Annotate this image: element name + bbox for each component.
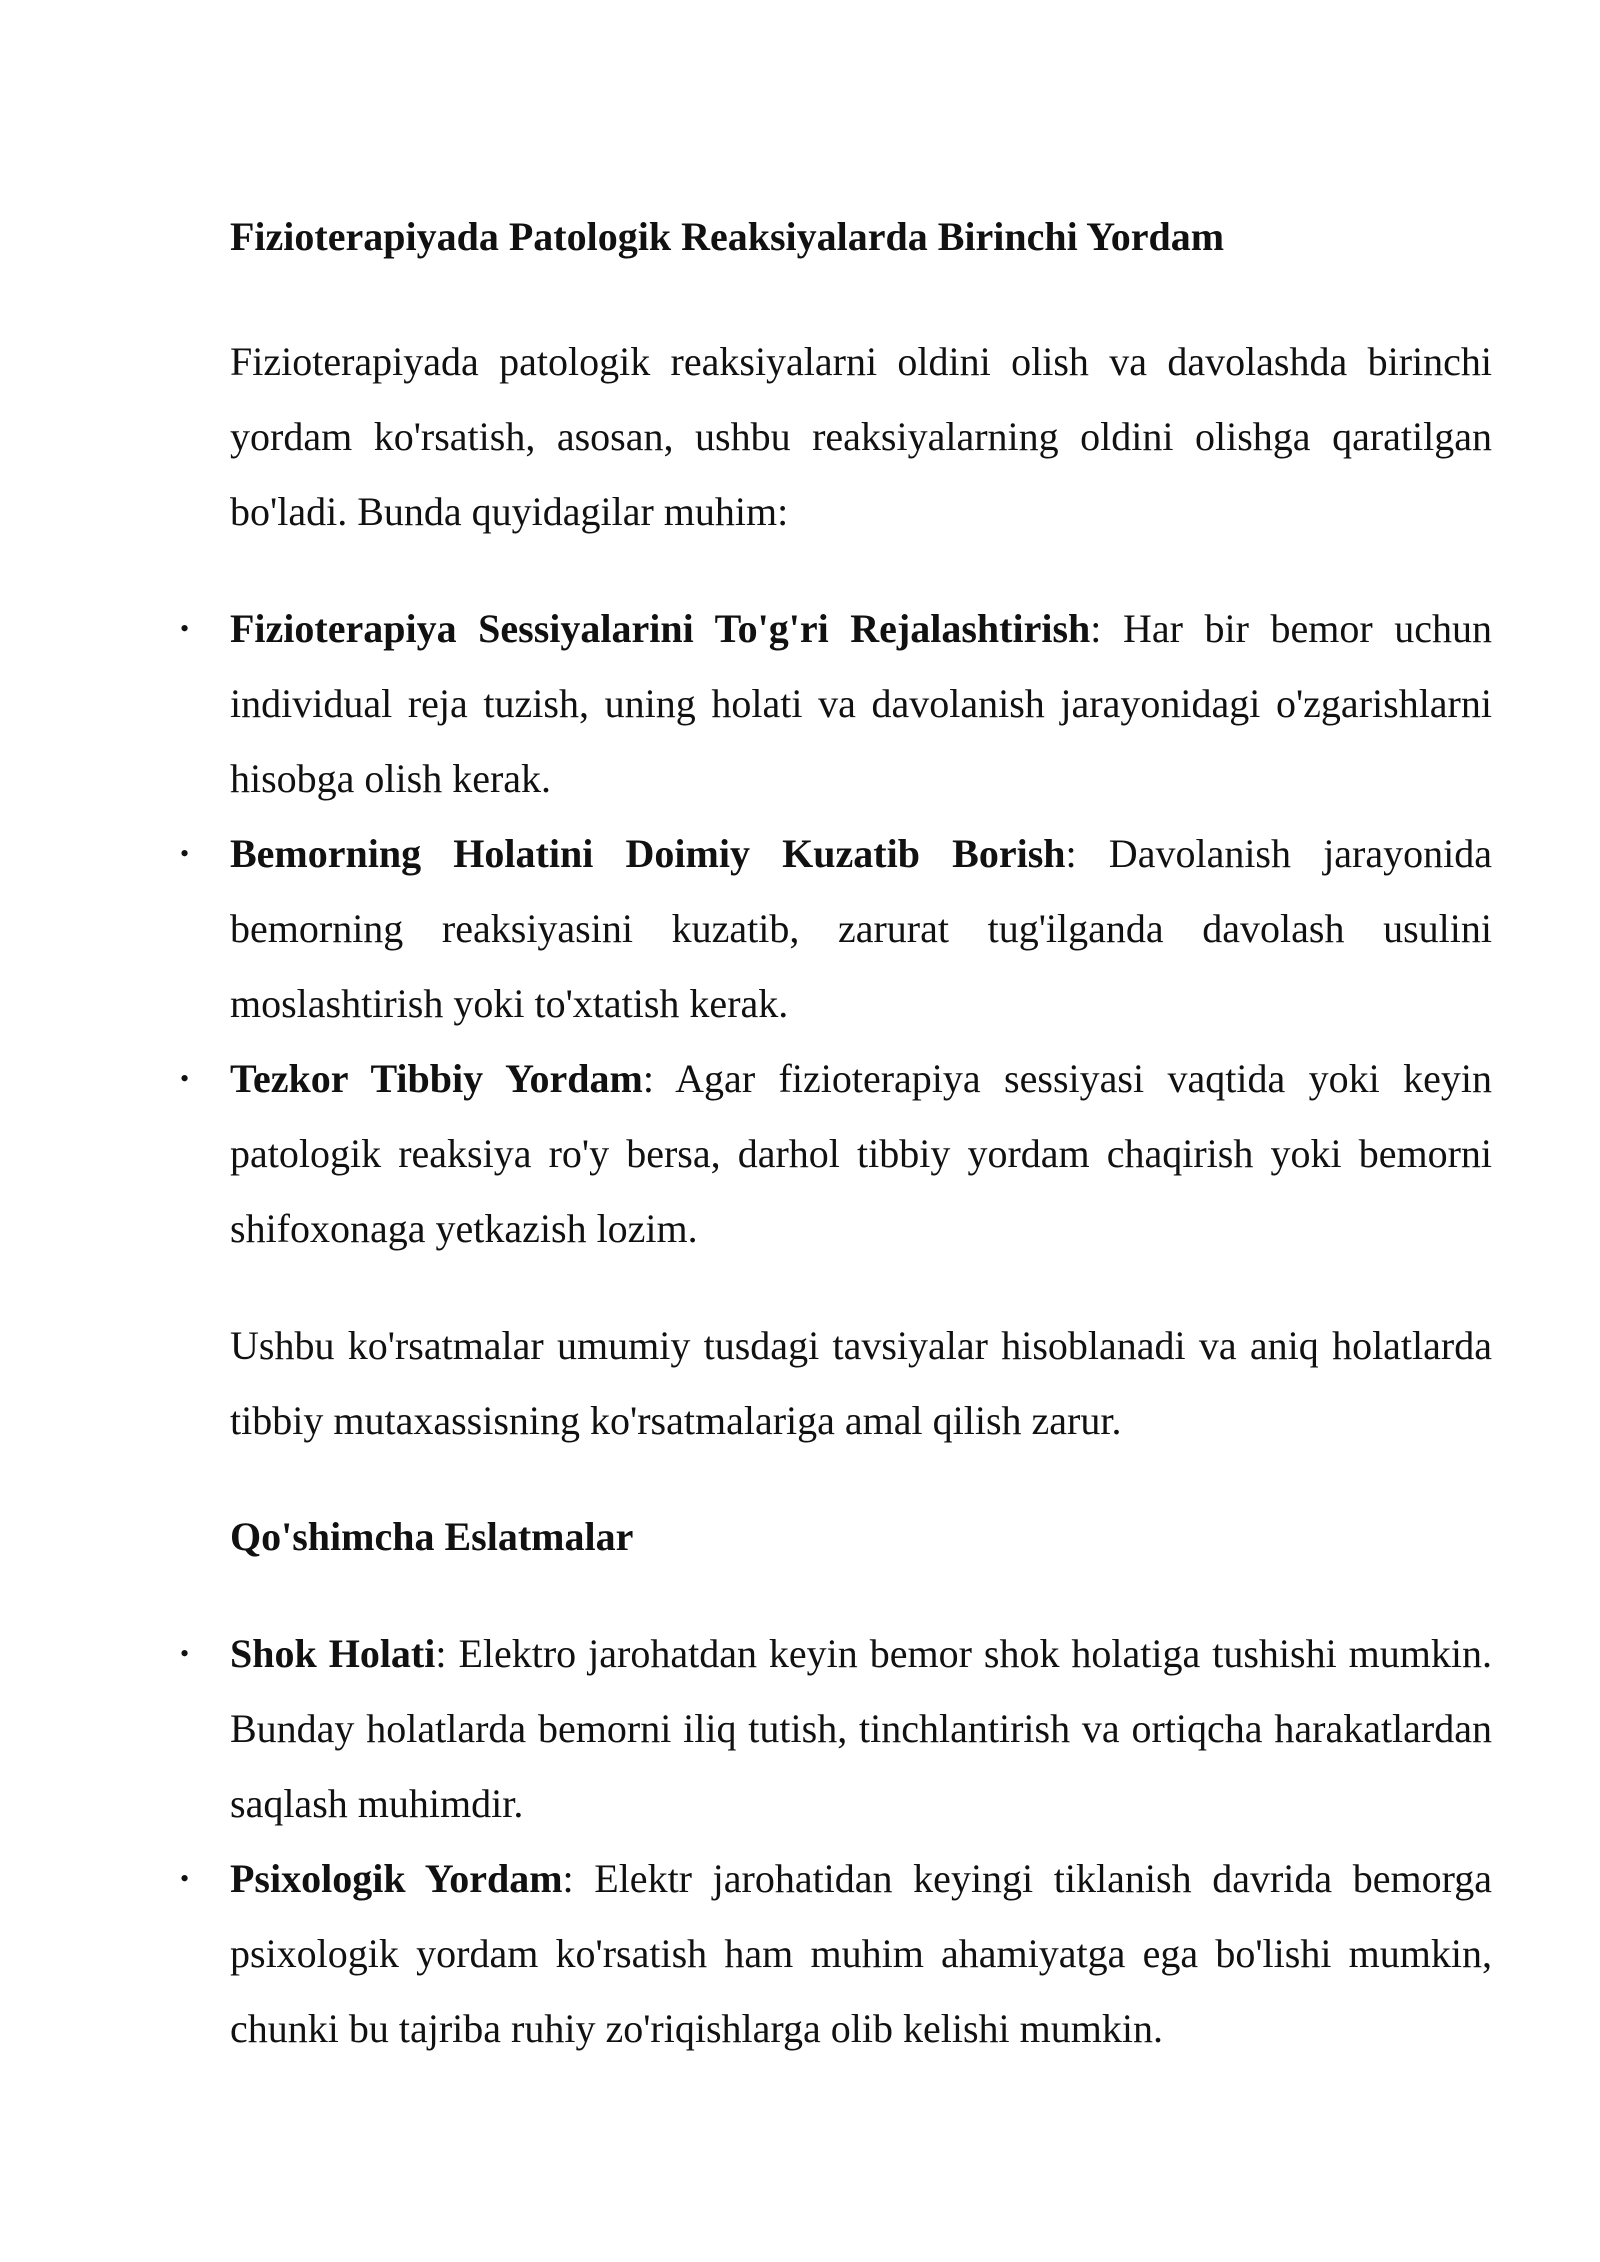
list-item-text: : Elektr jarohatidan keyingi tiklanish davrida bemorga psixologik yordam ko'rsatish ham muhim ahamiyatga ega bo'lishi mumkin, chunki bu tajriba ruhiy zo'riqishlarga olib kelishi mumkin. bbox=[230, 1856, 1493, 2051]
intro-paragraph: Fizioterapiyada patologik reaksiyalarni oldini olish va davolashda birinchi yordam ko'rsatish, asosan, ushbu reaksiyalarning oldini olishga qaratilgan bo'ladi. Bunda quyidagilar muhim: bbox=[230, 339, 1492, 534]
list-item bbox=[180, 1616, 1493, 1841]
bullet-icon: • bbox=[180, 839, 190, 868]
bullet-icon: • bbox=[180, 1064, 190, 1093]
section-heading: Qo'shimcha Eslatmalar bbox=[230, 1514, 634, 1559]
list-item-term: Psixologik Yordam bbox=[230, 1856, 563, 1901]
list-item-term: Bemorning Holatini Doimiy Kuzatib Borish bbox=[230, 831, 1066, 876]
list-item-term: Shok Holati bbox=[230, 1631, 436, 1676]
list-item bbox=[180, 1041, 1492, 1266]
bullet-icon: • bbox=[180, 614, 190, 643]
list-item-text: : Har bir bemor uchun individual reja tuzish, uning holati va davolanish jarayonidagi o'zgarishlarni hisobga olish kerak. bbox=[230, 606, 1492, 801]
list-item bbox=[180, 1841, 1493, 2066]
recommendations-list bbox=[180, 591, 1492, 1266]
list-item-text: : Agar fizioterapiya sessiyasi vaqtida yoki keyin patologik reaksiya ro'y bersa, darhol tibbiy yordam chaqirish yoki bemorni shifoxonaga yetkazish lozim. bbox=[230, 1056, 1492, 1251]
list-item-term: Tezkor Tibbiy Yordam bbox=[230, 1056, 643, 1101]
bullet-icon: • bbox=[180, 1864, 190, 1893]
additional-notes-list bbox=[180, 1616, 1493, 2066]
list-item bbox=[180, 591, 1492, 816]
bullet-icon: • bbox=[180, 1639, 190, 1668]
list-item-text: : Elektro jarohatdan keyin bemor shok holatiga tushishi mumkin. Bunday holatlarda bemorni iliq tutish, tinchlantirish va ortiqcha harakatlardan saqlash muhimdir. bbox=[230, 1631, 1493, 1826]
document-title: Fizioterapiyada Patologik Reaksiyalarda Birinchi Yordam bbox=[230, 214, 1225, 259]
document-page bbox=[180, 200, 1493, 2108]
list-item-term: Fizioterapiya Sessiyalarini To'g'ri Rejalashtirish bbox=[230, 606, 1091, 651]
summary-paragraph: Ushbu ko'rsatmalar umumiy tusdagi tavsiyalar hisoblanadi va aniq holatlarda tibbiy mutaxassisning ko'rsatmalariga amal qilish zarur. bbox=[230, 1323, 1492, 1443]
list-item-text: : Davolanish jarayonida bemorning reaksiyasini kuzatib, zarurat tug'ilganda davolash usulini moslashtirish yoki to'xtatish kerak. bbox=[230, 831, 1492, 1026]
list-item bbox=[180, 816, 1492, 1041]
